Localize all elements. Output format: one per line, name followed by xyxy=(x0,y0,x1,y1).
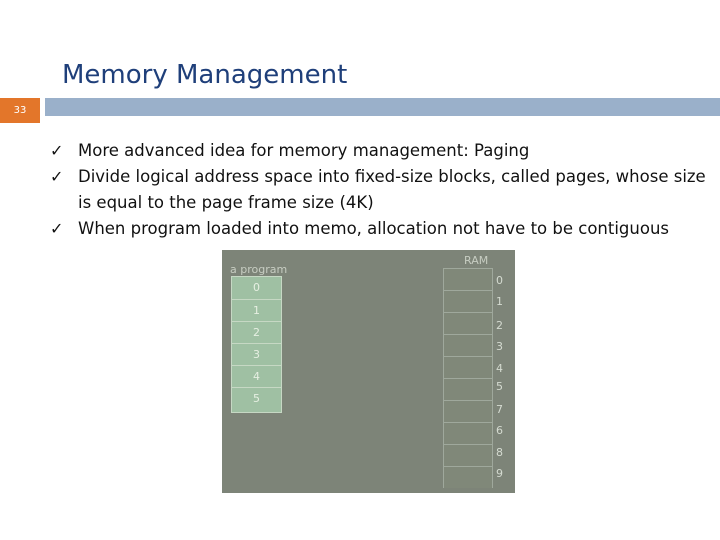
ram-frame xyxy=(444,269,492,290)
check-icon: ✓ xyxy=(50,141,64,160)
ram-frame-index: 4 xyxy=(496,362,503,375)
check-icon: ✓ xyxy=(50,167,64,186)
slide-number: 33 xyxy=(0,98,40,123)
ram-frame xyxy=(444,422,492,444)
ram-frame-index: 7 xyxy=(496,403,503,416)
bullet-text: When program loaded into memo, allocation not have to be contiguous xyxy=(78,219,670,238)
ram-block xyxy=(443,268,493,488)
program-label: a program xyxy=(230,263,288,276)
bullet-item xyxy=(48,216,713,242)
ram-frame xyxy=(444,466,492,488)
ram-frame xyxy=(444,290,492,312)
bullet-text: Divide logical address space into fixed-size blocks, called pages, whose size is equal to the page frame size (4K) xyxy=(78,167,706,212)
program-page: 0 xyxy=(253,281,260,294)
bullet-list xyxy=(48,138,713,242)
ram-frame-index: 9 xyxy=(496,467,503,480)
ram-frame-index: 0 xyxy=(496,274,503,287)
program-page: 5 xyxy=(232,387,281,410)
bullet-text: More advanced idea for memory management: Paging xyxy=(78,141,530,160)
ram-frame xyxy=(444,312,492,334)
title-bar xyxy=(45,98,720,116)
ram-frame-index: 3 xyxy=(496,340,503,353)
ram-frame-index: 6 xyxy=(496,424,503,437)
program-page: 4 xyxy=(232,365,281,388)
program-page: 3 xyxy=(232,343,281,366)
ram-frame xyxy=(444,378,492,400)
ram-frame-index: 2 xyxy=(496,319,503,332)
check-icon: ✓ xyxy=(50,219,64,238)
ram-frame xyxy=(444,334,492,356)
ram-frame xyxy=(444,356,492,378)
bullet-item xyxy=(48,164,713,216)
ram-frame xyxy=(444,444,492,466)
bullet-item xyxy=(48,138,713,164)
program-page: 1 xyxy=(232,299,281,322)
ram-frame-index: 5 xyxy=(496,380,503,393)
ram-frame-index: 8 xyxy=(496,446,503,459)
program-block xyxy=(231,276,282,413)
program-page: 2 xyxy=(232,321,281,344)
ram-frame xyxy=(444,400,492,422)
paging-figure-photo xyxy=(222,250,515,493)
ram-label: RAM xyxy=(464,254,489,267)
ram-frame-index: 1 xyxy=(496,295,503,308)
slide-title: Memory Management xyxy=(62,60,348,90)
